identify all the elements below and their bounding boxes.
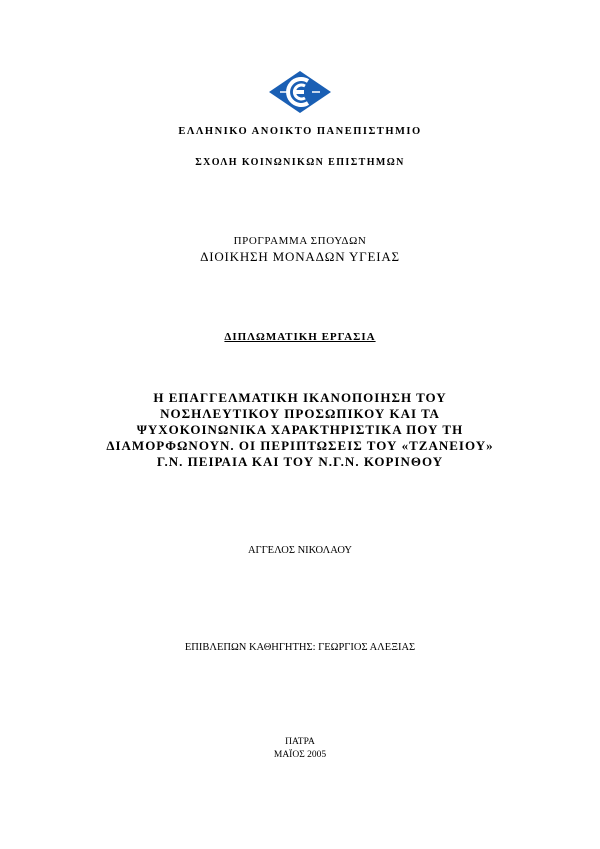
supervisor-line: ΕΠΙΒΛΕΠΩΝ ΚΑΘΗΓΗΤΗΣ: ΓΕΩΡΓΙΟΣ ΑΛΕΞΙΑΣ bbox=[184, 642, 416, 653]
city: ΠΑΤΡΑ bbox=[285, 737, 315, 747]
thesis-title bbox=[0, 390, 600, 470]
school-name: ΣΧΟΛΗ ΚΟΙΝΩΝΙΚΩΝ ΕΠΙΣΤΗΜΩΝ bbox=[195, 157, 405, 168]
program-label: ΠΡΟΓΡΑΜΜΑ ΣΠΟΥΔΩΝ bbox=[233, 235, 367, 247]
thesis-title-line: ΨΥΧΟΚΟΙΝΩΝΙΚΑ ΧΑΡΑΚΤΗΡΙΣΤΙΚΑ ΠΟΥ ΤΗ bbox=[136, 422, 464, 437]
author-name: ΑΓΓΕΛΟΣ ΝΙΚΟΛΑΟΥ bbox=[247, 545, 353, 556]
thesis-type-heading: ΔΙΠΛΩΜΑΤΙΚΗ ΕΡΓΑΣΙΑ bbox=[224, 331, 376, 343]
university-emblem-icon bbox=[268, 70, 332, 114]
thesis-title-line: Η ΕΠΑΓΓΕΛΜΑΤΙΚΗ ΙΚΑΝΟΠΟΙΗΣΗ ΤΟΥ bbox=[153, 390, 447, 405]
university-name: ΕΛΛΗΝΙΚΟ ΑΝΟΙΚΤΟ ΠΑΝΕΠΙΣΤΗΜΙΟ bbox=[178, 126, 422, 137]
thesis-title-line: ΔΙΑΜΟΡΦΩΝΟΥΝ. ΟΙ ΠΕΡΙΠΤΩΣΕΙΣ ΤΟΥ «ΤΖΑΝΕΙΟΥ» bbox=[106, 438, 494, 453]
thesis-title-line: Γ.Ν. ΠΕΙΡΑΙΑ ΚΑΙ ΤΟΥ Ν.Γ.Ν. ΚΟΡΙΝΘΟΥ bbox=[156, 454, 444, 469]
program-name: ΔΙΟΙΚΗΣΗ ΜΟΝΑΔΩΝ ΥΓΕΙΑΣ bbox=[200, 249, 400, 264]
date: ΜΑΪΟΣ 2005 bbox=[273, 750, 327, 760]
thesis-title-line: ΝΟΣΗΛΕΥΤΙΚΟΥ ΠΡΟΣΩΠΙΚΟΥ ΚΑΙ ΤΑ bbox=[160, 406, 440, 421]
